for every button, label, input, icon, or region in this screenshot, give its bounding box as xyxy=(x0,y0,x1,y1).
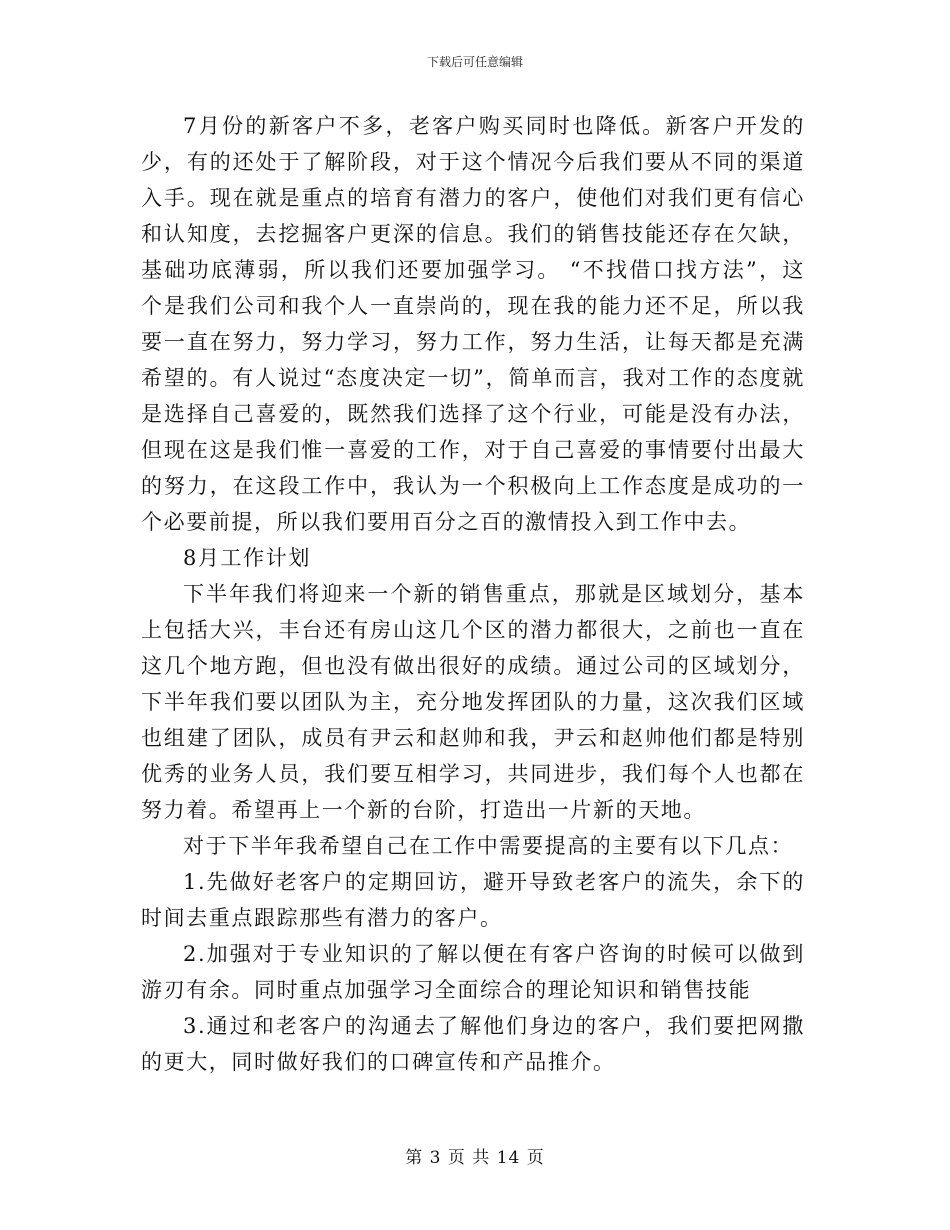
list-item-1: 1.先做好老客户的定期回访，避开导致老客户的流失，余下的时间去重点跟踪那些有潜力的客户。 xyxy=(141,870,805,930)
list-item-3: 3.通过和老客户的沟通去了解他们身边的客户，我们要把网撒的更大，同时做好我们的口碑宣传和产品推介。 xyxy=(141,1014,805,1074)
paragraph-july-summary: 7月份的新客户不多，老客户购买同时也降低。新客户开发的少，有的还处于了解阶段，对于这个情况今后我们要从不同的渠道入手。现在就是重点的培育有潜力的客户，使他们对我们更有信心和认知度，去挖掘客户更深的信息。我们的销售技能还存在欠缺，基础功底薄弱，所以我们还要加强学习。 “不找借口找方法”，这个是我们公司和我个人一直崇尚的，现在我的能力还不足，所以我要一直在努力，努力学习，努力工作，努力生活，让每天都是充满希望的。有人说过“态度决定一切”，简单而言，我对工作的态度就是选择自己喜爱的，既然我们选择了这个行业，可能是没有办法，但现在这是我们惟一喜爱的工作，对于自己喜爱的事情要付出最大的努力，在这段工作中，我认为一个积极向上工作态度是成功的一个必要前提，所以我们要用百分之百的激情投入到工作中去。 xyxy=(141,114,805,534)
document-body xyxy=(141,108,805,1080)
paragraph-improvement-intro: 对于下半年我希望自己在工作中需要提高的主要有以下几点： xyxy=(183,834,794,858)
paragraph-second-half-plan: 下半年我们将迎来一个新的销售重点，那就是区域划分，基本上包括大兴，丰台还有房山这几个区的潜力都很大，之前也一直在这几个地方跑，但也没有做出很好的成绩。通过公司的区域划分，下半年我们要以团队为主，充分地发挥团队的力量，这次我们区域也组建了团队，成员有尹云和赵帅和我，尹云和赵帅他们都是特别优秀的业务人员，我们要互相学习，共同进步，我们每个人也都在努力着。希望再上一个新的台阶，打造出一片新的天地。 xyxy=(141,582,805,822)
list-item-2: 2.加强对于专业知识的了解以便在有客户咨询的时候可以做到游刃有余。同时重点加强学习全面综合的理论知识和销售技能 xyxy=(141,942,805,1002)
section-heading-august-plan: 8月工作计划 xyxy=(183,546,311,570)
page-number-footer: 第 3 页 共 14 页 xyxy=(405,1148,545,1168)
page-header: 下载后可任意编辑 xyxy=(426,55,523,69)
